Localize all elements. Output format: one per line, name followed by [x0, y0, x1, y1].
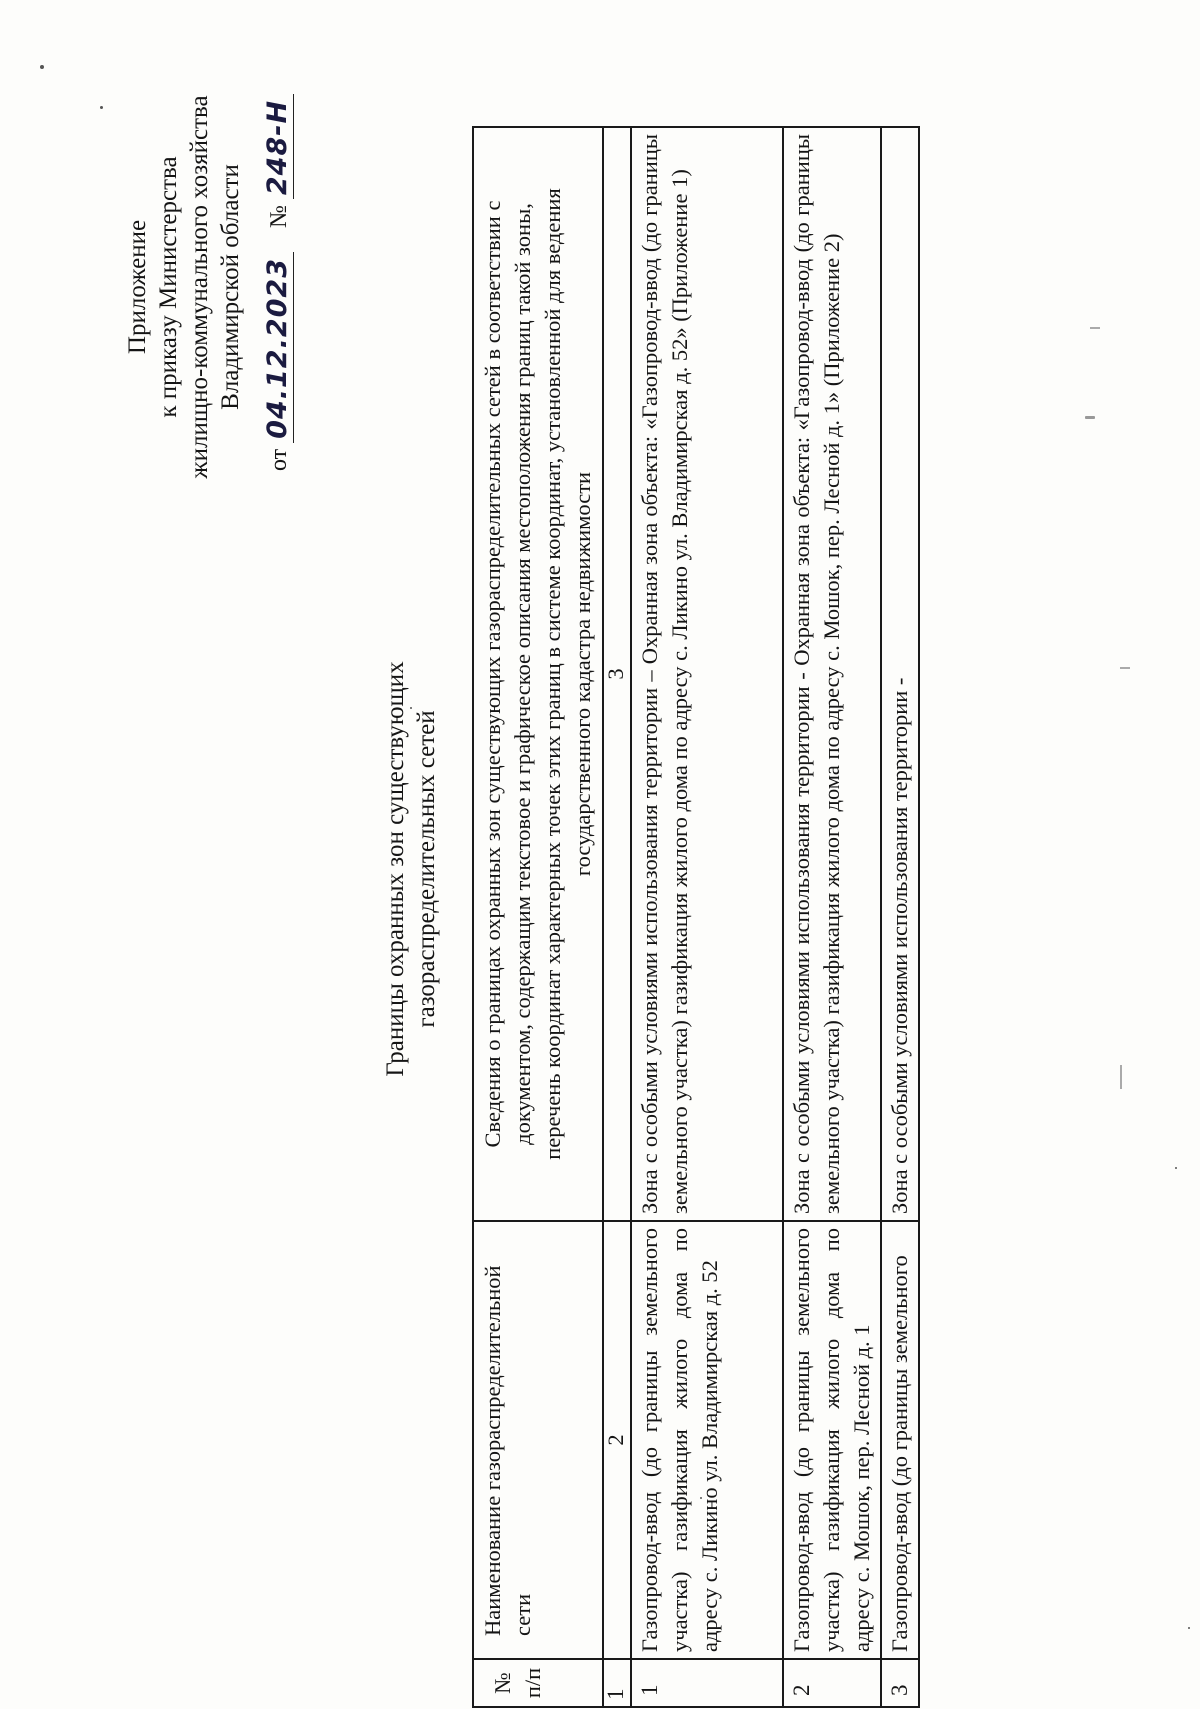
header-cell-number: № п/п	[473, 1659, 603, 1707]
scan-speck	[40, 65, 44, 69]
table-row	[783, 127, 881, 1707]
handwritten-number: 248-Н	[262, 94, 294, 199]
title-line: газораспределительных сетей	[413, 710, 440, 1028]
table-row	[631, 127, 783, 1707]
boundary-info-cell: Зона с особыми условиями использования территории – Охранная зона объекта: «Газопровод-ввод (до границы земельного участка) газификация жилого дома по адресу с. Ликино ул. Владимирская д. 52» (Приложение 1)	[631, 127, 783, 1221]
scan-speck	[1175, 1167, 1177, 1169]
header-cell-boundary-info: Сведения о границах охранных зон существующих газораспределительных сетей в соответствии с документом, содержащим текстовое и графическое описания местоположения границ такой зоны, перечень координат характерных точек этих границ в системе координат, установленной для ведения государственного кадастра недвижимости	[473, 127, 603, 1221]
boundary-info-cell: Зона с особыми условиями использования территории - Охранная зона объекта: «Газопровод-ввод (до границы земельного участка) газификация жилого дома по адресу с. Мошок, пер. Лесной д. 1» (Приложение 2)	[783, 127, 881, 1221]
handwritten-date: 04.12.2023	[262, 252, 294, 443]
appendix-line: Владимирской области	[217, 164, 244, 410]
network-name-cell: Газопровод-ввод (до границы земельного участка) газификация жилого дома по адресу с. Ликино ул. Владимирская д. 52	[631, 1221, 783, 1659]
zones-table	[472, 126, 920, 1708]
row-number: 2	[783, 1659, 881, 1707]
order-reference	[262, 11, 293, 471]
document-title	[380, 589, 442, 1149]
column-number: 1	[603, 1659, 631, 1707]
network-name-cell: Газопровод-ввод (до границы земельного	[881, 1221, 919, 1659]
table-row	[881, 127, 919, 1707]
appendix-line: к приказу Министерства	[155, 156, 182, 418]
scan-speck	[1120, 667, 1130, 669]
header-cell-network-name: Наименование газораспределительной сети	[473, 1221, 603, 1659]
scan-speck	[1090, 327, 1100, 329]
table-header-row	[473, 127, 603, 1707]
row-number: 1	[631, 1659, 783, 1707]
date-prefix: от	[266, 448, 292, 471]
row-number: 3	[881, 1659, 919, 1707]
number-prefix: №	[266, 205, 292, 229]
scan-speck	[1120, 1065, 1122, 1089]
scan-speck	[1188, 1627, 1190, 1629]
column-number: 2	[603, 1221, 631, 1659]
column-number-row	[603, 127, 631, 1707]
appendix-line: жилищно-коммунального хозяйства	[186, 95, 213, 479]
title-line: Границы охранных зон существующих	[382, 661, 409, 1077]
column-number: 3	[603, 127, 631, 1221]
scan-speck	[1085, 416, 1095, 419]
scan-speck	[100, 106, 103, 109]
appendix-line: Приложение	[124, 219, 151, 355]
network-name-cell: Газопровод-ввод (до границы земельного участка) газификация жилого дома по адресу с. Мошок, пер. Лесной д. 1	[783, 1221, 881, 1659]
boundary-info-cell: Зона с особыми условиями использования территории -	[881, 127, 919, 1221]
appendix-header	[122, 77, 246, 497]
